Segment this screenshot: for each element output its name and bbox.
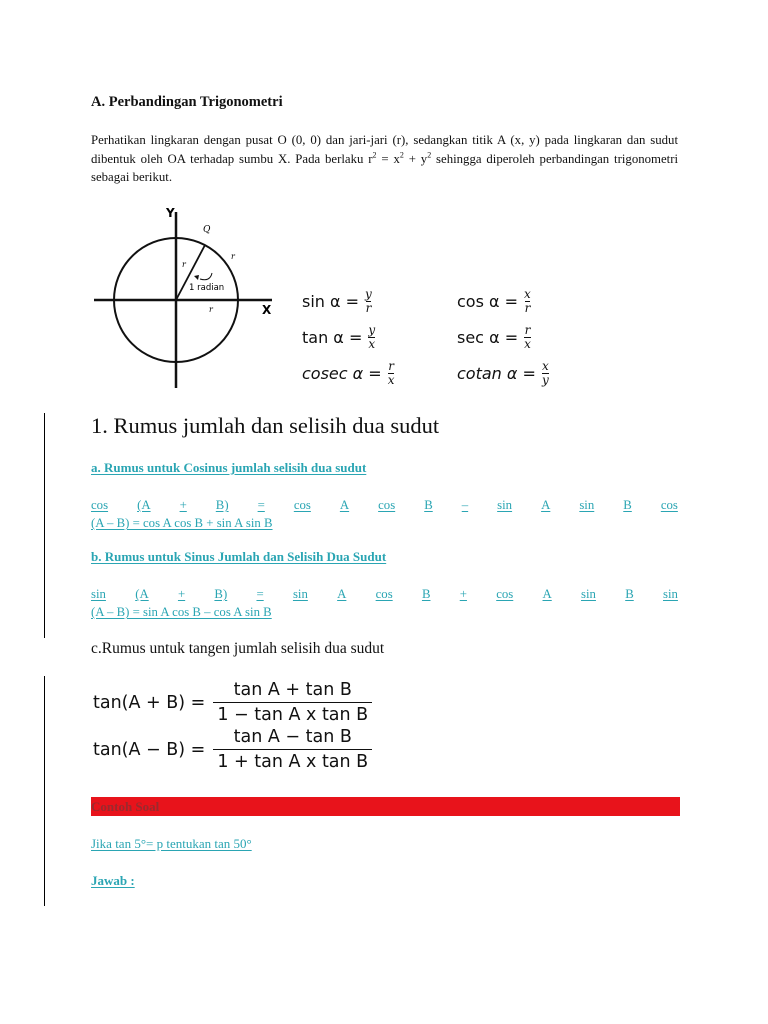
cos-formula-text[interactable] bbox=[91, 496, 678, 532]
intro-sup-2: 2 bbox=[399, 150, 404, 160]
tan-diff-numerator: tan A − tan B bbox=[233, 727, 352, 747]
ratio-den: x bbox=[368, 336, 376, 351]
answer-label[interactable]: Jawab : bbox=[91, 873, 135, 888]
base-r-label: r bbox=[209, 305, 213, 314]
section-heading: A. Perbandingan Trigonometri bbox=[91, 94, 283, 110]
formula-token: B) bbox=[214, 587, 228, 601]
ratio-tan bbox=[302, 319, 457, 355]
ratio-num: x bbox=[541, 358, 549, 373]
formula-token: cos bbox=[293, 498, 311, 512]
tan-formula-heading: c.Rumus untuk tangen jumlah selisih dua sudut bbox=[91, 640, 385, 657]
formula-token: = bbox=[257, 498, 265, 512]
formula-token: A bbox=[541, 498, 551, 512]
formula-token: cos bbox=[378, 498, 396, 512]
ratio-sin bbox=[302, 283, 457, 319]
formula-token: cos bbox=[660, 498, 678, 512]
formula-token: sin bbox=[663, 587, 678, 601]
radius-r-label: r bbox=[182, 260, 186, 269]
ratio-den: r bbox=[524, 300, 531, 315]
ratio-cosec bbox=[302, 355, 457, 391]
sin-formula-text[interactable] bbox=[91, 585, 678, 621]
intro-text-1: Perhatikan lingkaran dengan pusat O (0, 0) dan jari-jari (r), sedangkan titik A (x, y) pada lingkaran dan sudut dibentuk oleh OA terhadap sumbu X. Pada berlaku r bbox=[91, 133, 678, 166]
formula-token: sin bbox=[497, 498, 513, 512]
formula-token: sin bbox=[579, 498, 595, 512]
angle-arrow bbox=[194, 275, 199, 280]
formula-token: B bbox=[625, 587, 634, 601]
x-axis-label: X bbox=[262, 303, 272, 317]
trig-ratios bbox=[302, 283, 582, 391]
formula-token: cos bbox=[91, 498, 109, 512]
tan-diff-lhs: tan(A − B) = bbox=[93, 739, 206, 760]
intro-sup-1: 2 bbox=[372, 150, 377, 160]
intro-paragraph bbox=[91, 131, 678, 187]
formula-token: + bbox=[177, 587, 186, 601]
sin-formula-link[interactable]: b. Rumus untuk Sinus Jumlah dan Selisih Dua Sudut bbox=[91, 549, 387, 564]
formula-token: B bbox=[421, 587, 431, 601]
y-axis-label: Y bbox=[166, 206, 175, 220]
margin-marker-1 bbox=[44, 413, 45, 638]
ratio-num: r bbox=[524, 322, 531, 337]
sin-formula-line-2: (A – B) = sin A cos B – cos A sin B bbox=[91, 605, 272, 619]
formula-token: B bbox=[424, 498, 433, 512]
ratio-den: r bbox=[365, 300, 372, 315]
formula-token: A bbox=[339, 498, 350, 512]
tan-sum-denominator: 1 − tan A x tan B bbox=[213, 702, 372, 725]
ratio-lhs: sin α = bbox=[302, 291, 360, 311]
unit-circle-diagram bbox=[90, 200, 280, 390]
ratio-lhs: cos α = bbox=[457, 291, 519, 311]
ratio-cotan bbox=[457, 355, 582, 391]
formula-token: cos bbox=[375, 587, 393, 601]
arc-r-label: r bbox=[231, 252, 235, 261]
tan-sum-numerator: tan A + tan B bbox=[233, 680, 352, 700]
ratio-cos bbox=[457, 283, 582, 319]
intro-text-2: = x bbox=[376, 151, 400, 166]
angle-label: 1 radian bbox=[189, 283, 225, 293]
ratio-num: r bbox=[388, 358, 394, 373]
ratio-num: y bbox=[368, 322, 376, 337]
ratio-num: x bbox=[524, 286, 531, 301]
angle-arc bbox=[200, 273, 212, 280]
formula-token: A bbox=[337, 587, 347, 601]
ratio-den: x bbox=[524, 336, 531, 351]
tan-sum-formula bbox=[93, 680, 372, 725]
part1-title: 1. Rumus jumlah dan selisih dua sudut bbox=[91, 413, 440, 438]
ratio-lhs: cotan α = bbox=[457, 363, 536, 383]
formula-token: B bbox=[623, 498, 632, 512]
cos-formula-line-2: (A – B) = cos A cos B + sin A sin B bbox=[91, 516, 273, 530]
tan-formulas bbox=[93, 680, 372, 772]
margin-marker-2 bbox=[44, 676, 45, 906]
tan-diff-denominator: 1 + tan A x tan B bbox=[213, 749, 372, 772]
formula-token: = bbox=[256, 587, 264, 601]
example-banner: Contoh Soal bbox=[91, 797, 680, 816]
ratio-lhs: sec α = bbox=[457, 327, 519, 347]
tan-sum-lhs: tan(A + B) = bbox=[93, 692, 206, 713]
formula-token: cos bbox=[496, 587, 514, 601]
q-label: Q bbox=[203, 225, 211, 235]
formula-token: sin bbox=[581, 587, 596, 601]
ratio-den: x bbox=[387, 372, 395, 387]
ratio-sec bbox=[457, 319, 582, 355]
intro-sup-3: 2 bbox=[427, 150, 432, 160]
sin-formula-line-1 bbox=[91, 585, 678, 603]
cos-formula-line-1 bbox=[91, 496, 678, 514]
formula-token: sin bbox=[91, 587, 106, 601]
intro-text-3: + y bbox=[403, 151, 428, 166]
formula-token: + bbox=[179, 498, 187, 512]
formula-token: B) bbox=[215, 498, 229, 512]
ratio-den: y bbox=[541, 372, 549, 387]
intro-text-4: sehingga diperoleh perbandingan trigonometri sebagai berikut. bbox=[91, 151, 679, 184]
cos-formula-link[interactable]: a. Rumus untuk Cosinus jumlah selisih dua sudut bbox=[91, 460, 367, 475]
ratio-lhs: tan α = bbox=[302, 327, 363, 347]
formula-token: sin bbox=[292, 587, 308, 601]
ratio-lhs: cosec α = bbox=[302, 363, 382, 383]
formula-token: + bbox=[459, 587, 467, 601]
ratio-num: y bbox=[365, 286, 372, 301]
example-question[interactable]: Jika tan 5°= p tentukan tan 50° bbox=[91, 836, 252, 851]
formula-token: A bbox=[542, 587, 552, 601]
tan-diff-formula bbox=[93, 727, 372, 772]
formula-token: (A bbox=[137, 498, 151, 512]
formula-token: – bbox=[461, 498, 469, 512]
formula-token: (A bbox=[135, 587, 149, 601]
